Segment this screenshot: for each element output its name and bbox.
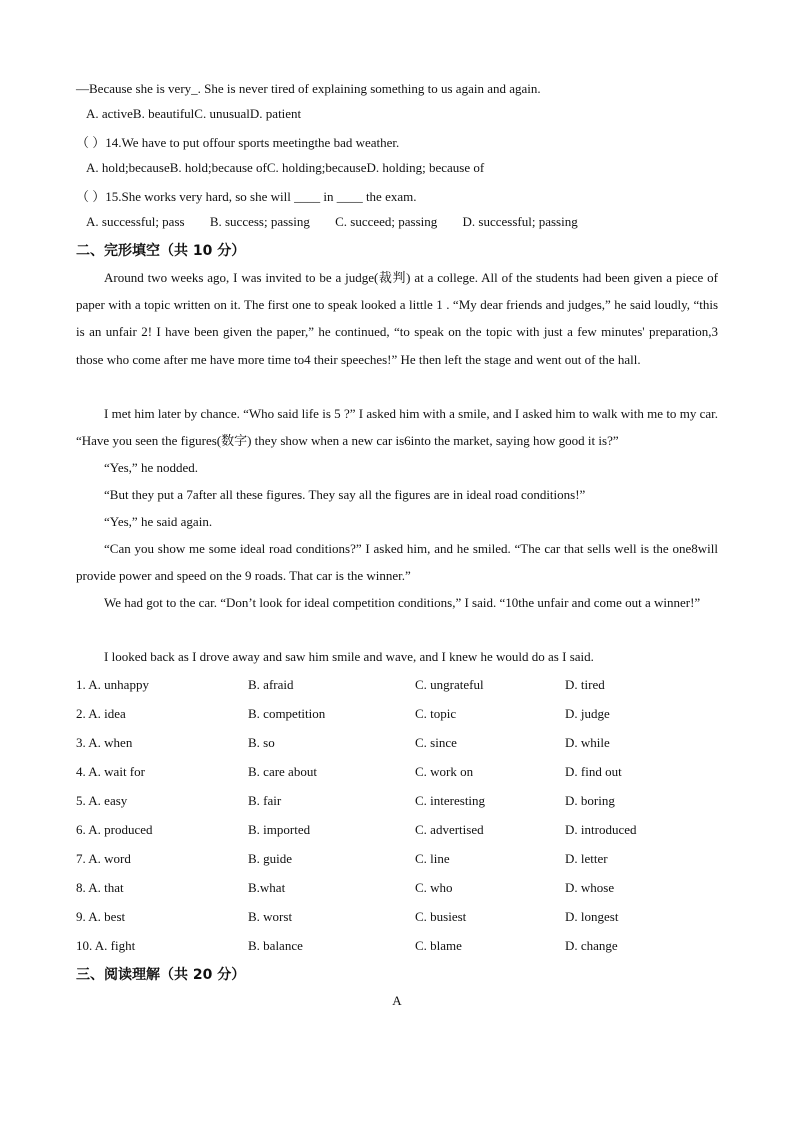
answer-row [76, 706, 726, 728]
cloze-paragraph-5: “Yes,” he said again. [104, 514, 213, 529]
answer-option: D. introduced [565, 822, 637, 837]
answer-option: C. ungrateful [415, 677, 484, 692]
answer-option: B. so [248, 735, 275, 750]
q15-options [86, 214, 600, 230]
answer-row [76, 822, 726, 844]
answer-option: D. boring [565, 793, 615, 808]
answer-option: 3. A. when [76, 735, 133, 750]
answer-option: B. guide [248, 851, 293, 866]
answer-row [76, 909, 726, 931]
cloze-paragraph-8: I looked back as I drove away and saw him smile and wave, and I knew he would do as I said. [104, 649, 594, 664]
q15-option-d: D. successful; passing [462, 214, 578, 229]
answer-option: 2. A. idea [76, 706, 126, 721]
answer-option: C. topic [415, 706, 457, 721]
cloze-paragraph-4: “But they put a 7after all these figures. They say all the figures are in ideal road conditions!” [104, 487, 586, 502]
answer-option: B. competition [248, 706, 326, 721]
answer-option: 5. A. easy [76, 793, 128, 808]
answer-option: D. while [565, 735, 610, 750]
answer-option: 10. A. fight [76, 938, 136, 953]
answer-option: B. fair [248, 793, 282, 808]
answer-option: 4. A. wait for [76, 764, 145, 779]
passage-label: A [392, 993, 402, 1008]
answer-option: 7. A. word [76, 851, 131, 866]
q13-options: A. activeB. beautifulC. unusualD. patient [86, 106, 302, 121]
answer-row [76, 793, 726, 815]
cloze-paragraph-2: I met him later by chance. “Who said life is 5 ?” I asked him with a smile, and I asked him to walk with me to my car. “Have you seen the figures(数字) they show when a new car is6into the market, saying how good it is?” [76, 406, 718, 449]
answer-option: C. line [415, 851, 450, 866]
cloze-paragraph-7: We had got to the car. “Don’t look for ideal competition conditions,” I said. “10the unfair and come out a winner!” [104, 595, 701, 610]
answer-option: D. tired [565, 677, 605, 692]
answer-row [76, 851, 726, 873]
q14-options: A. hold;becauseB. hold;because ofC. holding;becauseD. holding; because of [86, 160, 485, 175]
q15-option-c: C. succeed; passing [335, 214, 438, 229]
answer-option: D. longest [565, 909, 619, 924]
answer-option: C. since [415, 735, 457, 750]
answer-option: B. balance [248, 938, 303, 953]
answer-option: B.what [248, 880, 286, 895]
answer-row [76, 938, 726, 960]
q15-option-b: B. success; passing [209, 214, 310, 229]
answer-option: 1. A. unhappy [76, 677, 149, 692]
answer-option: C. work on [415, 764, 474, 779]
q15-option-a: A. successful; pass [86, 214, 185, 229]
answer-option: D. letter [565, 851, 608, 866]
answer-row [76, 764, 726, 786]
cloze-paragraph-3: “Yes,” he nodded. [104, 460, 198, 475]
answer-option: C. blame [415, 938, 462, 953]
section3-title: 三、阅读理解（共 20 分） [76, 967, 246, 983]
answer-option: B. afraid [248, 677, 294, 692]
q14-stem: （ ）14.We have to put offour sports meetingthe bad weather. [76, 135, 400, 150]
section2-title: 二、完形填空（共 10 分） [76, 243, 246, 259]
answer-row [76, 735, 726, 757]
answer-option: C. interesting [415, 793, 486, 808]
answer-option: D. change [565, 938, 618, 953]
answer-option: C. advertised [415, 822, 484, 837]
answer-option: D. whose [565, 880, 615, 895]
answer-option: 6. A. produced [76, 822, 153, 837]
answer-option: B. worst [248, 909, 293, 924]
cloze-paragraph-6: “Can you show me some ideal road conditions?” I asked him, and he smiled. “The car that sells well is the one8will provide power and speed on the 9 roads. That car is the winner.” [76, 541, 718, 584]
cloze-paragraph-1: Around two weeks ago, I was invited to be a judge(裁判) at a college. All of the students had been given a piece of paper with a topic written on it. The first one to speak looked a little 1 . “My dear friends and judges,” he said loudly, “this is an unfair 2! I have been given the paper,” he continued, “to speak on the topic with just a few minutes' preparation,3 those who come after me have more time to4 their speeches!” He then left the stage and went out of the hall. [76, 270, 718, 367]
answer-row [76, 880, 726, 902]
answer-option: 9. A. best [76, 909, 126, 924]
answer-option: C. who [415, 880, 453, 895]
answer-option: D. find out [565, 764, 622, 779]
answer-row [76, 677, 726, 699]
answer-option: C. busiest [415, 909, 467, 924]
answer-option: D. judge [565, 706, 610, 721]
q15-stem: （ ）15.She works very hard, so she will ____ in ____ the exam. [76, 189, 417, 204]
answer-option: 8. A. that [76, 880, 124, 895]
answer-option: B. care about [248, 764, 317, 779]
answer-option: B. imported [248, 822, 311, 837]
q13-tail: —Because she is very_. She is never tired of explaining something to us again and again. [76, 81, 541, 96]
